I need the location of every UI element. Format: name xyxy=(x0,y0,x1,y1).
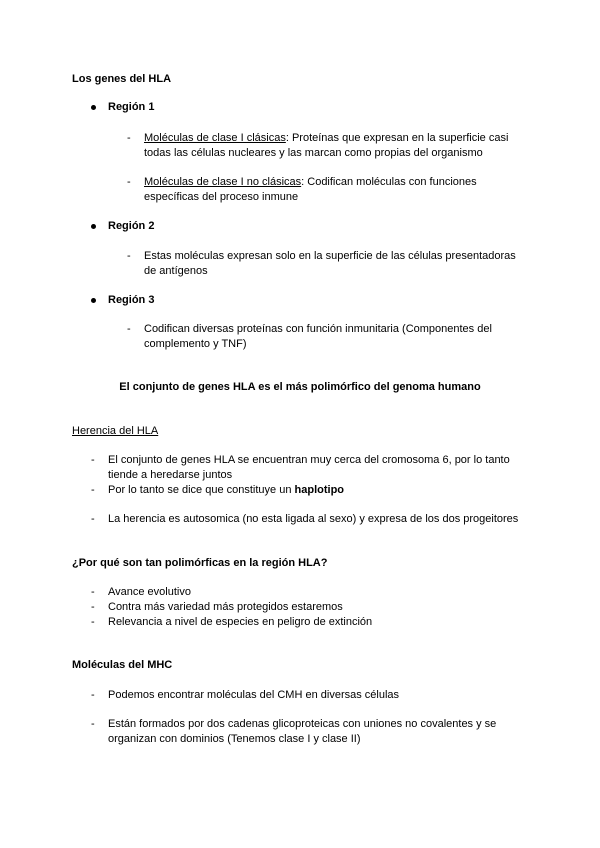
item-text-line2: tiende a heredarse juntos xyxy=(108,469,233,481)
term-haplotipo: haplotipo xyxy=(294,484,345,496)
item-text: Están formados por dos cadenas glicoproteicas con uniones no covalentes y se xyxy=(108,718,497,730)
bullet-dot xyxy=(91,105,96,110)
dash-marker: - xyxy=(127,323,131,335)
item-text: La herencia es autosomica (no esta ligada al sexo) y expresa de los dos progeitores xyxy=(108,513,519,525)
item-text-line2: complemento y TNF) xyxy=(144,338,247,350)
term-clase-i-no-clasicas: Moléculas de clase I no clásicas xyxy=(144,176,302,188)
item-text: : Codifican moléculas con funciones xyxy=(301,176,477,188)
dash-marker: - xyxy=(91,689,95,701)
dash-marker: - xyxy=(127,176,131,188)
item-text: Codifican diversas proteínas con función inmunitaria (Componentes del xyxy=(144,323,492,335)
item-text-line2: todas las células nucleares y las marcan como propias del organismo xyxy=(144,147,483,159)
item-text: Podemos encontrar moléculas del CMH en diversas células xyxy=(108,689,400,701)
list-item: Avance evolutivo xyxy=(108,586,191,598)
polymorphism-statement: El conjunto de genes HLA es el más polimórfico del genoma humano xyxy=(119,381,481,393)
bullet-dot xyxy=(91,298,96,303)
dash-marker: - xyxy=(127,132,131,144)
heading-los-genes-del-hla: Los genes del HLA xyxy=(72,73,172,85)
item-text: El conjunto de genes HLA se encuentran muy cerca del cromosoma 6, por lo tanto xyxy=(108,454,510,466)
list-item: Relevancia a nivel de especies en peligro de extinción xyxy=(108,616,373,628)
list-item: Contra más variedad más protegidos estaremos xyxy=(108,601,343,613)
dash-marker: - xyxy=(91,601,95,613)
dash-marker: - xyxy=(91,454,95,466)
item-text-line2: organizan con dominios (Tenemos clase I y clase II) xyxy=(108,733,361,745)
item-text: Estas moléculas expresan solo en la superficie de las células presentadoras xyxy=(144,250,516,262)
item-text: : Proteínas que expresan en la superficie casi xyxy=(285,132,509,144)
list-item xyxy=(108,688,548,703)
list-item xyxy=(144,249,544,279)
heading-moleculas-del-mhc: Moléculas del MHC xyxy=(72,659,173,671)
list-item xyxy=(144,131,544,161)
list-item xyxy=(108,512,568,527)
item-text: Por lo tanto se dice que constituye un xyxy=(108,484,295,496)
item-text-line2: específicas del proceso inmune xyxy=(144,191,299,203)
dash-marker: - xyxy=(91,513,95,525)
list-item xyxy=(108,483,548,498)
dash-marker: - xyxy=(91,484,95,496)
dash-marker: - xyxy=(91,616,95,628)
list-item xyxy=(144,322,544,352)
term-clase-i-clasicas: Moléculas de clase I clásicas xyxy=(144,132,286,144)
heading-por-que-polimorficas: ¿Por qué son tan polimórficas en la región HLA? xyxy=(72,557,328,569)
item-text-line2: de antígenos xyxy=(144,265,208,277)
dash-marker: - xyxy=(127,250,131,262)
dash-marker: - xyxy=(91,718,95,730)
list-item xyxy=(108,717,548,747)
list-item xyxy=(108,453,548,483)
region-2-label: Región 2 xyxy=(108,220,155,232)
region-1-label: Región 1 xyxy=(108,101,155,113)
heading-herencia-del-hla: Herencia del HLA xyxy=(72,425,159,437)
list-item xyxy=(144,175,544,205)
dash-marker: - xyxy=(91,586,95,598)
bullet-dot xyxy=(91,224,96,229)
region-3-label: Región 3 xyxy=(108,294,155,306)
